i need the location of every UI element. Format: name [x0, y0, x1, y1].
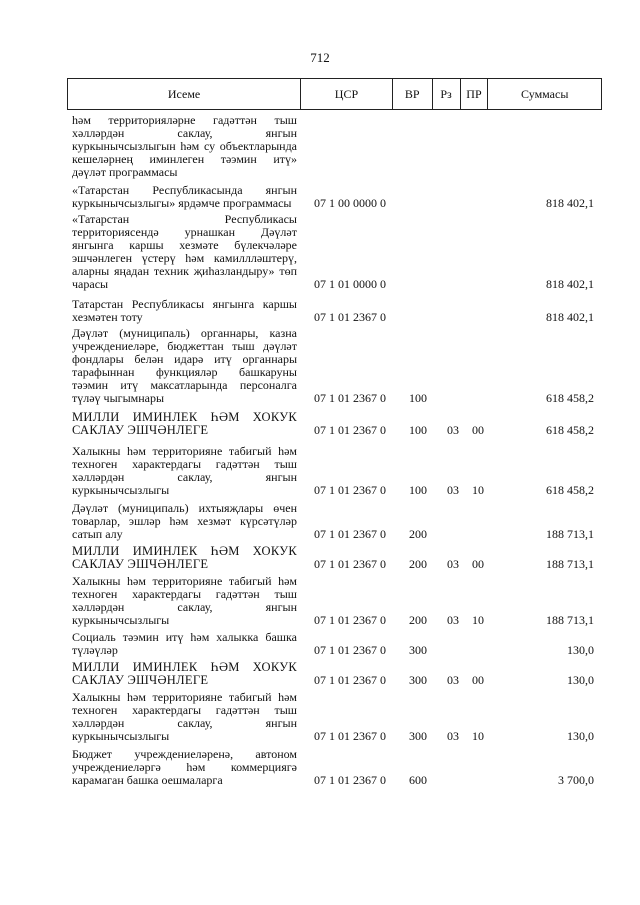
row-name-line: Дәүләт (муниципаль) органнары, казна [72, 326, 297, 340]
row-name-line: фондлары белән идарә итү органнары [72, 352, 297, 366]
row-pr: 00 [472, 423, 484, 437]
row-sum: 130,0 [567, 729, 594, 743]
row-name-line: түләү чыгымнары [72, 391, 165, 405]
row-name-line: МИЛЛИ ИМИНЛЕК ҺӘМ ХОКУК [72, 544, 297, 558]
row-sum: 188 713,1 [546, 557, 594, 571]
row-vr: 300 [409, 673, 427, 687]
row-sum: 130,0 [567, 643, 594, 657]
row-name [72, 748, 297, 787]
table-row [67, 575, 602, 627]
row-pr: 10 [472, 483, 484, 497]
row-rz: 03 [447, 483, 459, 497]
row-vr: 300 [409, 643, 427, 657]
row-sum: 188 713,1 [546, 527, 594, 541]
row-name-line: эшчәнлеген үстерү һәм камиллләштерү, [72, 251, 297, 265]
row-vr: 600 [409, 773, 427, 787]
row-name-line: хәлләрдән саклау, янгын [72, 470, 297, 484]
row-csr: 07 1 01 0000 0 [314, 277, 386, 291]
row-name-line: МИЛЛИ ИМИНЛЕК ҺӘМ ХОКУК [72, 410, 297, 424]
row-name-line: Социаль тәэмин итү һәм халыкка башка [72, 630, 297, 644]
row-csr: 07 1 01 2367 0 [314, 483, 386, 497]
row-csr: 07 1 01 2367 0 [314, 557, 386, 571]
row-name-line: САКЛАУ ЭШЧӘНЛЕГЕ [72, 423, 209, 437]
header-rz: Рз [433, 79, 461, 109]
row-sum: 818 402,1 [546, 277, 594, 291]
row-pr: 10 [472, 729, 484, 743]
row-name-line: Халыкны һәм территорияне табигый һәм [72, 444, 297, 458]
row-name-line: САКЛАУ ЭШЧӘНЛЕГЕ [72, 557, 209, 571]
row-name-line: Халыкны һәм территорияне табигый һәм [72, 690, 297, 704]
row-sum: 188 713,1 [546, 613, 594, 627]
table-row [67, 298, 602, 324]
row-csr: 07 1 01 2367 0 [314, 613, 386, 627]
row-name-line: учреждениеләргә һәм коммерциягә [72, 760, 297, 774]
row-csr: 07 1 01 2367 0 [314, 391, 386, 405]
row-pr: 00 [472, 557, 484, 571]
row-sum: 618 458,2 [546, 423, 594, 437]
row-name-line: хәлләрдән саклау, янгын [72, 716, 297, 730]
row-name [72, 411, 297, 437]
header-vr: ВР [393, 79, 433, 109]
row-name [72, 502, 297, 541]
row-name-line: куркынычсызлыгы [72, 613, 170, 627]
row-rz: 03 [447, 673, 459, 687]
row-name-line: аларны яңадан техник җиһазландыру» төп [72, 264, 297, 278]
row-pr: 10 [472, 613, 484, 627]
row-rz: 03 [447, 729, 459, 743]
header-name: Исеме [68, 79, 301, 109]
table-row [67, 661, 602, 687]
row-sum: 130,0 [567, 673, 594, 687]
row-rz: 03 [447, 557, 459, 571]
row-name-line: сатып алу [72, 527, 123, 541]
row-csr: 07 1 01 2367 0 [314, 310, 386, 324]
table-row [67, 114, 602, 179]
table-row [67, 445, 602, 497]
row-name-line: куркынычсызлыгы [72, 729, 170, 743]
row-name-line: техноген характердагы гадәттән тыш [72, 457, 297, 471]
row-name [72, 575, 297, 627]
row-name [72, 114, 297, 179]
page-number: 712 [310, 50, 330, 65]
row-name-line: «Татарстан Республикасында янгын [72, 183, 297, 197]
row-rz: 03 [447, 613, 459, 627]
row-name-line: хәлләрдән саклау, янгын [72, 600, 297, 614]
row-name [72, 298, 297, 324]
row-name-line: карамаган башка оешмаларга [72, 773, 223, 787]
row-name [72, 213, 297, 291]
row-name-line: Татарстан Республикасы янгынга каршы [72, 297, 297, 311]
header-sum: Суммасы [521, 86, 569, 101]
row-vr: 100 [409, 423, 427, 437]
row-name-line: куркынычсызлыгы» ярдәмче программасы [72, 196, 292, 210]
row-name-line: Дәүләт (муниципаль) ихтыяҗлары өчен [72, 501, 297, 515]
row-sum: 818 402,1 [546, 196, 594, 210]
row-vr: 200 [409, 527, 427, 541]
row-name-line: САКЛАУ ЭШЧӘНЛЕГЕ [72, 673, 209, 687]
row-name-line: учреждениеләре, бюджеттан тыш дәүләт [72, 339, 297, 353]
row-name-line: һәм территорияләрне гадәттән тыш [72, 113, 297, 127]
row-csr: 07 1 00 0000 0 [314, 196, 386, 210]
table-row [67, 631, 602, 657]
table-header [67, 78, 602, 110]
table-row [67, 748, 602, 787]
row-name [72, 445, 297, 497]
row-csr: 07 1 01 2367 0 [314, 527, 386, 541]
row-name-line: Халыкны һәм территорияне табигый һәм [72, 574, 297, 588]
row-name-line: Бюджет учреждениеләренә, автоном [72, 747, 297, 761]
table-row [67, 213, 602, 291]
row-vr: 200 [409, 557, 427, 571]
row-name [72, 661, 297, 687]
row-name-line: техноген характердагы гадәттән тыш [72, 587, 297, 601]
row-name-line: куркынычсызлыгы [72, 483, 170, 497]
row-sum: 818 402,1 [546, 310, 594, 324]
row-rz: 03 [447, 423, 459, 437]
row-name [72, 184, 297, 210]
row-name [72, 631, 297, 657]
row-name-line: чарасы [72, 277, 109, 291]
row-name [72, 691, 297, 743]
row-vr: 200 [409, 613, 427, 627]
row-name-line: хезмәтен тоту [72, 310, 143, 324]
row-name-line: тарафыннан функцияләр башкаруны [72, 365, 297, 379]
row-sum: 618 458,2 [546, 483, 594, 497]
row-sum: 3 700,0 [558, 773, 594, 787]
row-name-line: дәүләт программасы [72, 165, 178, 179]
row-name-line: куркынычсызлыгын һәм су объектларында [72, 139, 297, 153]
row-csr: 07 1 01 2367 0 [314, 729, 386, 743]
header-csr: ЦСР [301, 79, 393, 109]
row-vr: 300 [409, 729, 427, 743]
table-row [67, 327, 602, 405]
row-pr: 00 [472, 673, 484, 687]
row-name-line: түләүләр [72, 643, 118, 657]
table-row [67, 502, 602, 541]
row-csr: 07 1 01 2367 0 [314, 423, 386, 437]
row-csr: 07 1 01 2367 0 [314, 673, 386, 687]
row-sum: 618 458,2 [546, 391, 594, 405]
row-csr: 07 1 01 2367 0 [314, 643, 386, 657]
row-vr: 100 [409, 391, 427, 405]
row-name-line: техноген характердагы гадәттән тыш [72, 703, 297, 717]
row-name-line: товарлар, эшләр һәм хезмәт күрсәтүләр [72, 514, 297, 528]
table-row [67, 545, 602, 571]
row-csr: 07 1 01 2367 0 [314, 773, 386, 787]
table-row [67, 691, 602, 743]
row-name-line: янгынга каршы хезмәте бүлекчәләре [72, 238, 297, 252]
row-name-line: территориясендә урнашкан Дәүләт [72, 225, 297, 239]
table-row [67, 411, 602, 437]
row-name [72, 327, 297, 405]
header-pr: ПР [461, 79, 489, 109]
row-name-line: тәэмин итү максатларында персоналга [72, 378, 297, 392]
row-name [72, 545, 297, 571]
row-name-line: хәлләрдән саклау, янгын [72, 126, 297, 140]
row-name-line: кешеләрнең иминлеген тәэмин итү» [72, 152, 297, 166]
row-vr: 100 [409, 483, 427, 497]
row-name-line: «Татарстан Республикасы [72, 212, 297, 226]
table-row [67, 184, 602, 210]
row-name-line: МИЛЛИ ИМИНЛЕК ҺӘМ ХОКУК [72, 660, 297, 674]
